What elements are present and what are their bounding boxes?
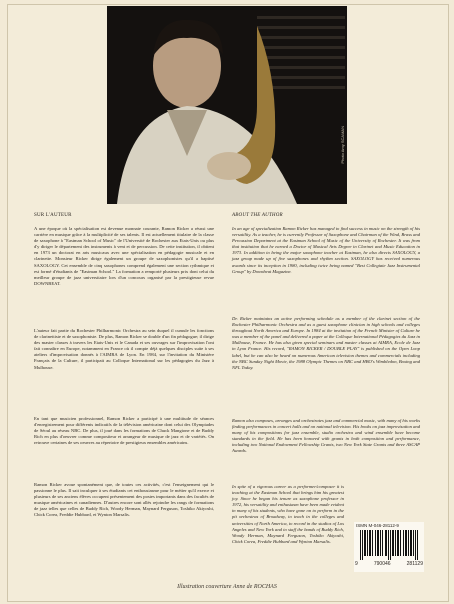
- isbn-number: ISMN M-046-28112-9: [356, 523, 399, 528]
- french-paragraph-3: En tant que musicien professionnel, Ramon Ricker a participé à une multitude de séances d'enregistrement pour différents indicatifs de la télévision américaine dont celui des Olympiades de Séoul au réseau NBC. De plus, il joué dans les formations de Chuck Mangione et de Buddy Rich en plus d'oeuvrer comme compositeur et arrangeur de musique de jazz et de variétés. On retrouve certaines de ses oeuvres au répertoire de prestigieux ensembles américains.: [34, 416, 214, 446]
- barcode-digits: [355, 561, 423, 567]
- english-paragraph-3: Ramon also composes, arranges and orchestrates jazz and commercial music, with many of his works finding performances in concert halls and on national television. His books on jazz improvisation and many of his compositions for jazz ensemble, studio orchestra and wind ensemble have become standards in the field. He has been honored with grants in both composition and performance, including two National Endowment Fellowship Grants, two New York State Grants and three ASCAP Awards.: [232, 418, 420, 454]
- author-photo: [107, 6, 347, 204]
- english-heading: ABOUT THE AUTHOR: [232, 213, 283, 218]
- barcode-digit-right: 281129: [406, 561, 423, 567]
- barcode-bars: [360, 530, 418, 560]
- barcode-digit-left: 790046: [373, 561, 391, 567]
- french-paragraph-2: L'auteur fait partie du Rochester Philharmonic Orchestra au sein duquel il cumule les fonctions de clarinettiste et de saxophoniste. De plus, Ramon Ricker se double d'un fin pédagogue; il dirige des master classes à travers les Etats-Unis et le Canada et ses ouvrages sur l'improvisation l'ont fait connaître en Europe, notamment en France où il compte déjà quelques disciples suite à ses ateliers d'improvisation donnés à l'AIMRA de Lyon. En 1984, sur l'invitation du Ministère Français de la Culture, il participait au Colloque International sur les pédagogies du Jazz à Mulhouse.: [34, 328, 214, 370]
- english-paragraph-4: In spite of a vigorous career as a performer/composer it is teaching at the Eastman School that brings him his greatest joy. Since he began his tenure as saxophone professor in 1972, his versatility and enthusiasm have been made evident in many of his students, who have gone on to perform in the pit orchestras of Broadway, to teach in the colleges and universities of North America, to record in the studios of Los Angeles and New York and to staff the bands of Buddy Rich, Woody Herman, Maynard Ferguson, Toshiko Akiyoshi, Chick Corea, Freddie Hubbard and Wynton Marsalis.: [232, 484, 344, 544]
- barcode: [354, 522, 424, 572]
- barcode-digit-prefix: 9: [355, 561, 358, 567]
- illustration-credit: Illustration couverture Anne de ROCHAS: [177, 584, 277, 590]
- english-paragraph-2: Dr. Ricker maintains an active performing schedule as a member of the clarinet section of the Rochester Philharmonic Orchestra and as a guest saxophone clinician in high schools and colleges throughout North America and Europe. In 1984 at the invitation of the French Minister of Culture he was a member of the panel and delivered a paper at the Colloque International Pédagogies du Jazz in Mulhouse, France. He has also given special seminars and master classes at AIMRA, Ecole de Jazz in Lyon France. His record, "RAMON RICKER / DOUBLE PLAY" is published on the Open Loop label, but he can also be heard on numerous American television themes and commercials including the NBC Sunday Night Movie, the 1988 Olympic Themes on NBC and HBO's Wimbledon, Boxing and NFL Today.: [232, 316, 420, 370]
- author-photo-illustration: [107, 6, 347, 204]
- photo-credit: Photo Amy SCAMAN: [340, 126, 345, 164]
- french-paragraph-4: Ramon Ricker avoue spontanément que, de toutes ces activités, c'est l'enseignement qui le passionne le plus. Il sait inculquer à ses étudiants cet enthousiasme pour le métier qu'il exerce et plusieurs de ses anciens élèves occupent présentement des postes importants dans des facultés de musique américaines et canadiennes. D'autres encore sont allés rejoindre les rangs de formations de jazz telles que celles de Buddy Rich, Woody Herman, Maynard Ferguson, Toshiko Akiyoshi, Chick Corea, Freddie Hubbard, et Wynton Marsalis.: [34, 482, 214, 518]
- french-paragraph-1: A une époque où la spécialisation est devenue monnaie courante, Ramon Ricker a réussi une carrière en musique grâce à la multiplicité de ses talents. Il est actuellement titulaire de la classe de saxophone à "Eastman School of Music" de l'Université de Rochester aux Etats-Unis ou plus d'y diriger le département des instruments à vent et de percussion. De cette institution, il obtient en 1973 un doctorat en arts musicaux avec une spécialisation en pédagogie musicale et en clarinette. Monsieur Ricker dirige également un groupe de saxophonistes qu'il a baptisé SAXOLOGY. Cet ensemble de cinq saxophones comprend également une section rythmique et est formé d'étudiants de "Eastman School." La formation a remporté plusieurs prix dont celui du meilleur groupe de jazz universitaire lors d'un concours organisé par la prestigieuse revue DOWNBEAT.: [34, 226, 214, 286]
- french-heading: SUR L'AUTEUR: [34, 213, 72, 218]
- english-paragraph-1: In an age of specialization Ramon Ricker has managed to find success in music on the strength of his versatility. As a teacher, he is currently Professor of Saxophone and Chairman of the Wind, Brass and Percussion Department at the Eastman School of Music of the University of Rochester. It was from that institution that he earned a Doctor of Musical Arts Degree in Clarinet and Music Education in 1973. In addition to being the major saxophone teacher at Eastman, he also directs SAXOLOGY, a jazz group made up of five saxophones and rhythm section. SAXOLOGY has received numerous awards since its inception in 1980, including twice being named "Best Collegiate Jazz Instrumental Group" by Downbeat Magazine.: [232, 226, 420, 274]
